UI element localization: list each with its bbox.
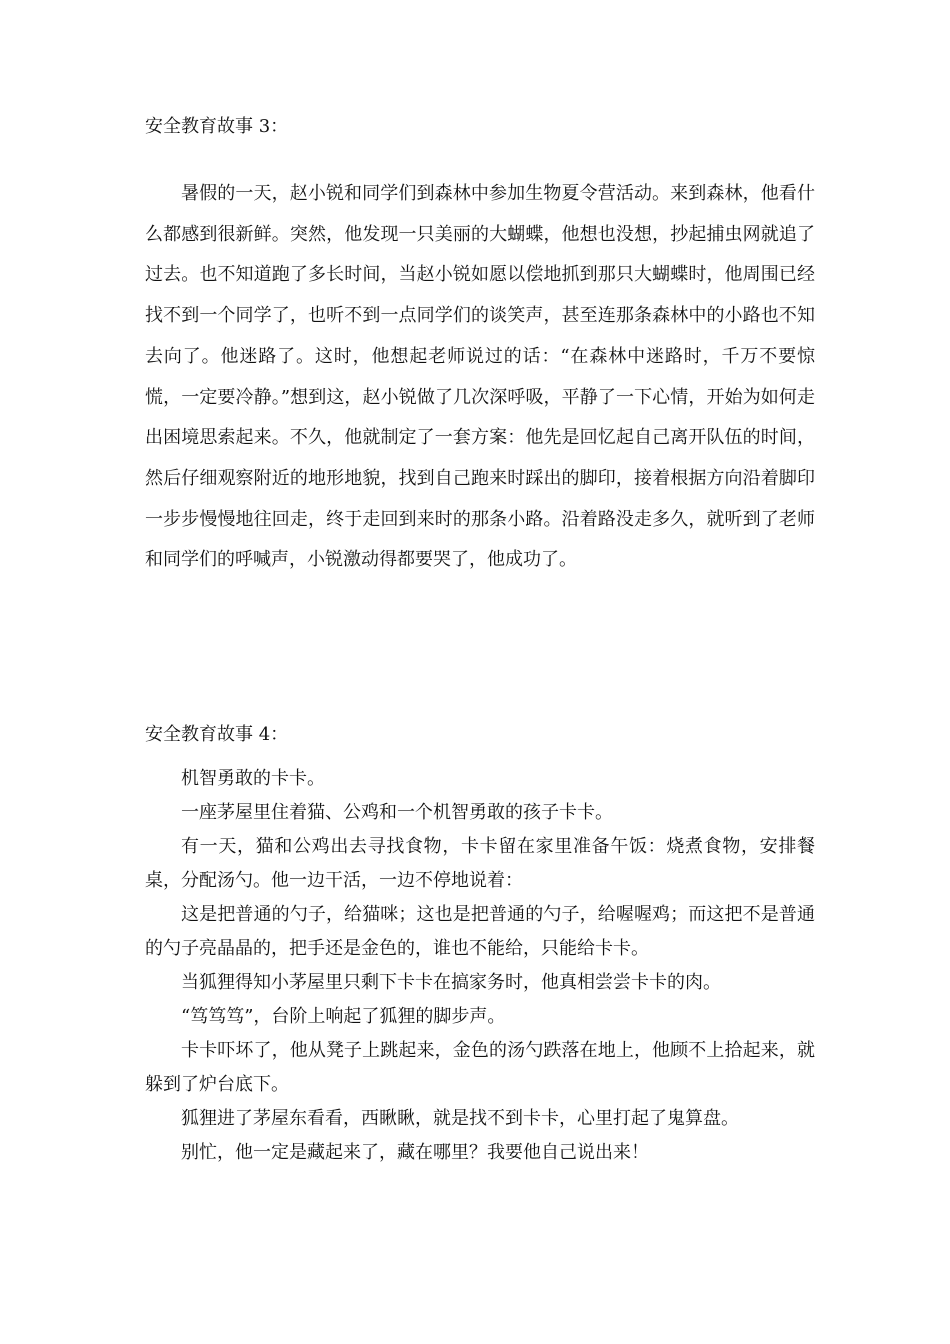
- story-4-paragraph: “笃笃笃”，台阶上响起了狐狸的脚步声。: [181, 1006, 506, 1027]
- story-4-heading: 安全教育故事 4：: [145, 724, 289, 745]
- story-3-body: [145, 174, 815, 581]
- story-4-paragraph: 有一天，猫和公鸡出去寻找食物，卡卡留在家里准备午饭：烧煮食物，安排餐桌，分配汤勺。他一边干活，一边不停地说着：: [145, 836, 815, 891]
- story-4-paragraph: 当狐狸得知小茅屋里只剩下卡卡在搞家务时，他真相尝尝卡卡的肉。: [181, 972, 721, 993]
- story-4-paragraph: 机智勇敢的卡卡。: [181, 768, 325, 789]
- story-4-paragraph: 别忙，他一定是藏起来了，藏在哪里？我要他自己说出来！: [181, 1142, 649, 1163]
- story-4-paragraph: 卡卡吓坏了，他从凳子上跳起来，金色的汤勺跌落在地上，他顾不上拾起来，就躲到了炉台底下。: [145, 1040, 815, 1095]
- story-3-paragraph: 暑假的一天，赵小锐和同学们到森林中参加生物夏令营活动。来到森林，他看什么都感到很新鲜。突然，他发现一只美丽的大蝴蝶，他想也没想，抄起捕虫网就追了过去。也不知道跑了多长时间，当赵小锐如愿以偿地抓到那只大蝴蝶时，他周围已经找不到一个同学了，也听不到一点同学们的谈笑声，甚至连那条森林中的小路也不知去向了。他迷路了。这时，他想起老师说过的话：“在森林中迷路时，千万不要惊慌，一定要冷静。”想到这，赵小锐做了几次深呼吸，平静了一下心情，开始为如何走出困境思索起来。不久，他就制定了一套方案：他先是回忆起自己离开队伍的时间，然后仔细观察附近的地形地貌，找到自己跑来时踩出的脚印，接着根据方向沿着脚印一步步慢慢地往回走，终于走回到来时的那条小路。沿着路没走多久，就听到了老师和同学们的呼喊声，小锐激动得都要哭了，他成功了。: [145, 183, 815, 571]
- story-4-paragraph: 一座茅屋里住着猫、公鸡和一个机智勇敢的孩子卡卡。: [181, 802, 613, 823]
- story-3-heading: 安全教育故事 3：: [145, 116, 289, 137]
- story-4-body: [145, 762, 815, 1170]
- story-4-paragraph: 狐狸进了茅屋东看看，西瞅瞅，就是找不到卡卡，心里打起了鬼算盘。: [181, 1108, 739, 1129]
- story-4-paragraph: 这是把普通的勺子，给猫咪；这也是把普通的勺子，给喔喔鸡；而这把不是普通的勺子亮晶晶的，把手还是金色的，谁也不能给，只能给卡卡。: [145, 904, 815, 959]
